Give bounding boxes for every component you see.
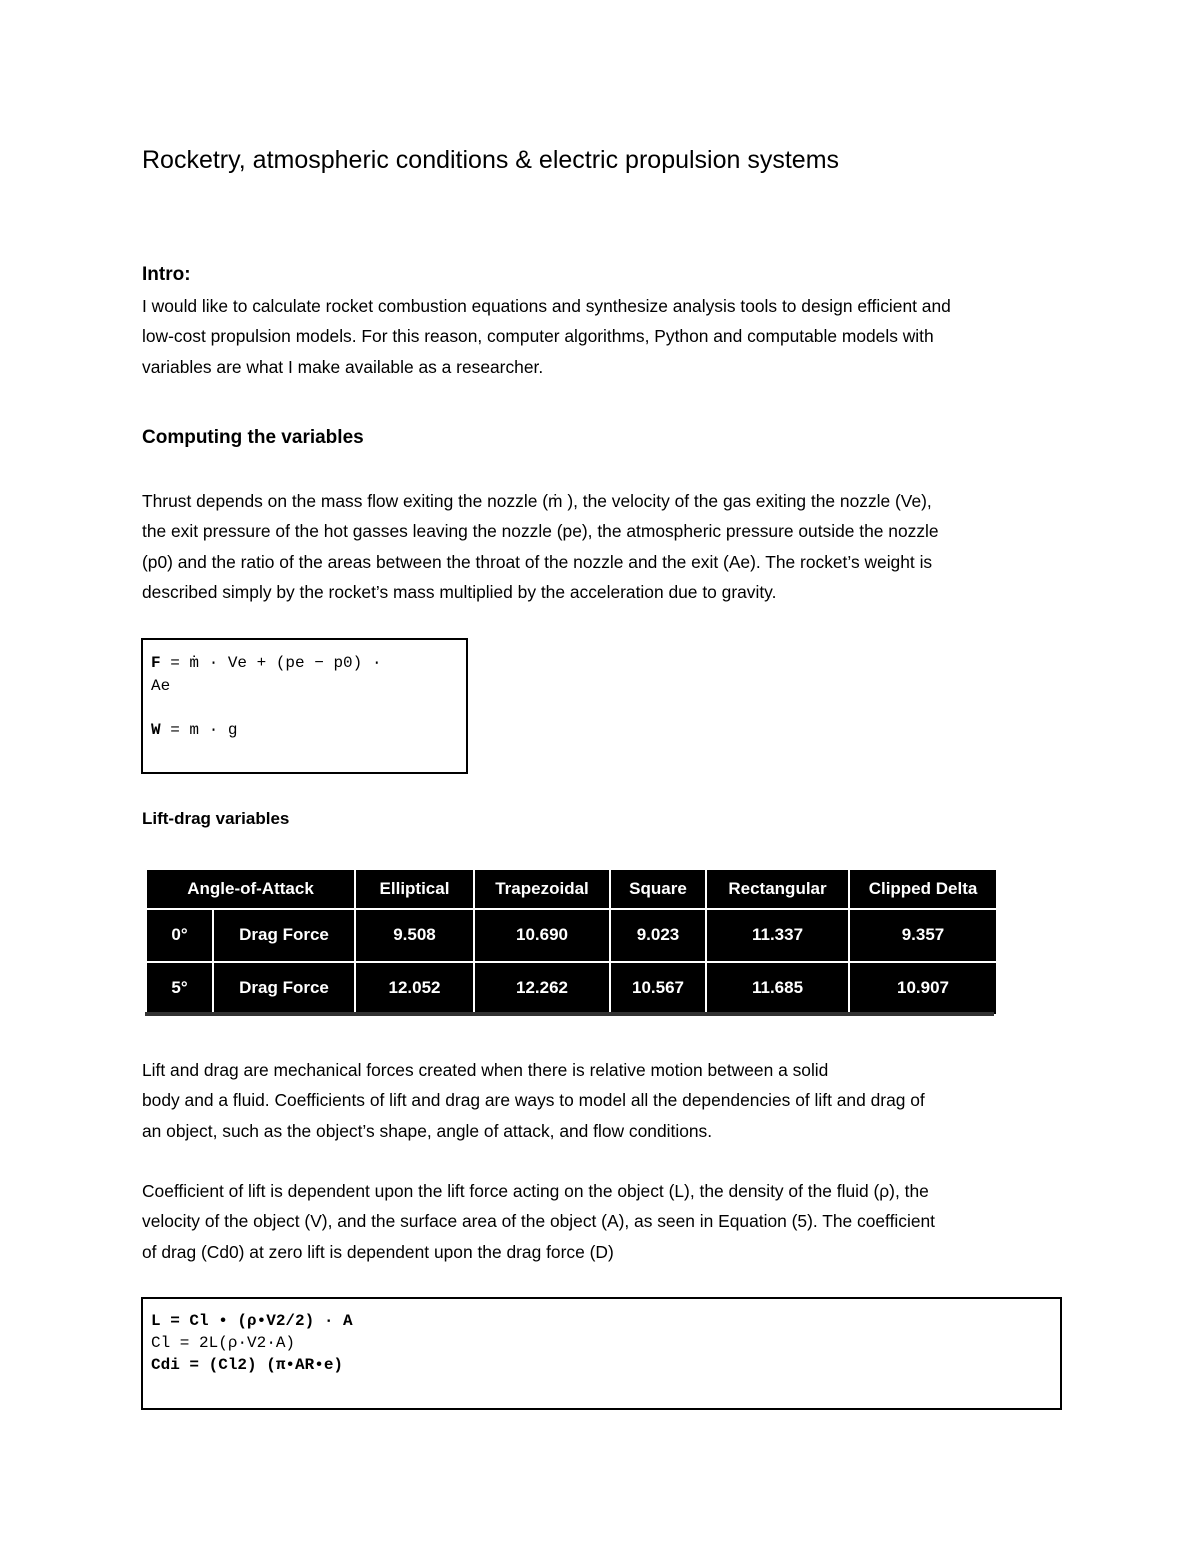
intro-line: variables are what I make available as a researcher. [142,356,544,377]
coefficient-line: of drag (Cd0) at zero lift is dependent upon the drag force (D) [142,1241,614,1262]
value-cell: 11.685 [707,963,848,1014]
coefficient-paragraph [142,1176,935,1267]
formula-text: = ṁ ∙ Ve + (pe − p0) ∙ [160,654,382,672]
value-cell: 12.262 [475,963,609,1014]
value-cell: 10.907 [850,963,996,1014]
computing-paragraph [142,486,939,607]
lift-line: Lift and drag are mechanical forces created when there is relative motion between a solid [142,1060,829,1080]
intro-line: low-cost propulsion models. For this reason, computer algorithms, Python and computable models with [142,326,934,347]
header-elliptical: Elliptical [356,870,473,908]
formula-var-f: F [151,654,161,672]
weight-formula [151,721,237,739]
drag-force-table [145,868,998,1016]
lift-formula: L = Cl • (ρ•V2/2) ∙ A [151,1312,353,1330]
intro-heading: Intro: [142,264,191,285]
lift-line: body and a fluid. Coefficients of lift and drag are ways to model all the dependencies of lift and drag of [142,1090,925,1111]
computing-line: Thrust depends on the mass flow exiting the nozzle (ṁ ), the velocity of the gas exiting the nozzle (Ve), [142,491,932,511]
value-cell: 12.052 [356,963,473,1014]
page-title: Rocketry, atmospheric conditions & electric propulsion systems [142,146,840,174]
value-cell: 11.337 [707,910,848,961]
computing-line: described simply by the rocket’s mass multiplied by the acceleration due to gravity. [142,581,777,602]
formula-var-w: W [151,721,161,739]
table-bottom-border [145,1012,994,1016]
table-row [147,910,996,961]
value-cell: 9.357 [850,910,996,961]
coefficient-line: velocity of the object (V), and the surface area of the object (A), as seen in Equation (5). The coefficient [142,1211,936,1232]
value-cell: 10.690 [475,910,609,961]
coefficient-line: Coefficient of lift is dependent upon the lift force acting on the object (L), the density of the fluid (ρ), the [142,1181,929,1201]
table-header-row [147,870,996,908]
header-clipped-delta: Clipped Delta [850,870,996,908]
intro-paragraph [142,291,951,382]
lift-formula-box [141,1297,1062,1410]
thrust-formula [151,654,381,672]
lift-line: an object, such as the object’s shape, angle of attack, and flow conditions. [142,1120,713,1141]
lift-paragraph [142,1055,925,1146]
computing-line: the exit pressure of the hot gasses leaving the nozzle (pe), the atmospheric pressure outside the nozzle [142,521,939,542]
header-rectangular: Rectangular [707,870,848,908]
angle-cell: 0° [147,910,212,961]
lift-drag-heading: Lift-drag variables [142,809,290,828]
label-cell: Drag Force [214,963,354,1014]
value-cell: 10.567 [611,963,705,1014]
value-cell: 9.508 [356,910,473,961]
angle-cell: 5° [147,963,212,1014]
header-trapezoidal: Trapezoidal [475,870,609,908]
table-row [147,963,996,1014]
computing-line: (p0) and the ratio of the areas between the throat of the nozzle and the exit (Ae). The rocket’s weight is [142,551,933,572]
intro-line: I would like to calculate rocket combustion equations and synthesize analysis tools to design efficient and [142,296,951,316]
lift-coefficient-formula: Cl = 2L(ρ∙V2∙A) [151,1334,296,1352]
header-square: Square [611,870,705,908]
thrust-formula-box [141,638,468,774]
value-cell: 9.023 [611,910,705,961]
induced-drag-formula: Cdi = (Cl2) (π•AR•e) [151,1356,344,1374]
thrust-formula-cont: Ae [151,677,171,695]
header-angle-of-attack: Angle-of-Attack [147,870,354,908]
label-cell: Drag Force [214,910,354,961]
formula-text: = m ∙ g [160,721,238,739]
computing-heading: Computing the variables [142,427,364,448]
